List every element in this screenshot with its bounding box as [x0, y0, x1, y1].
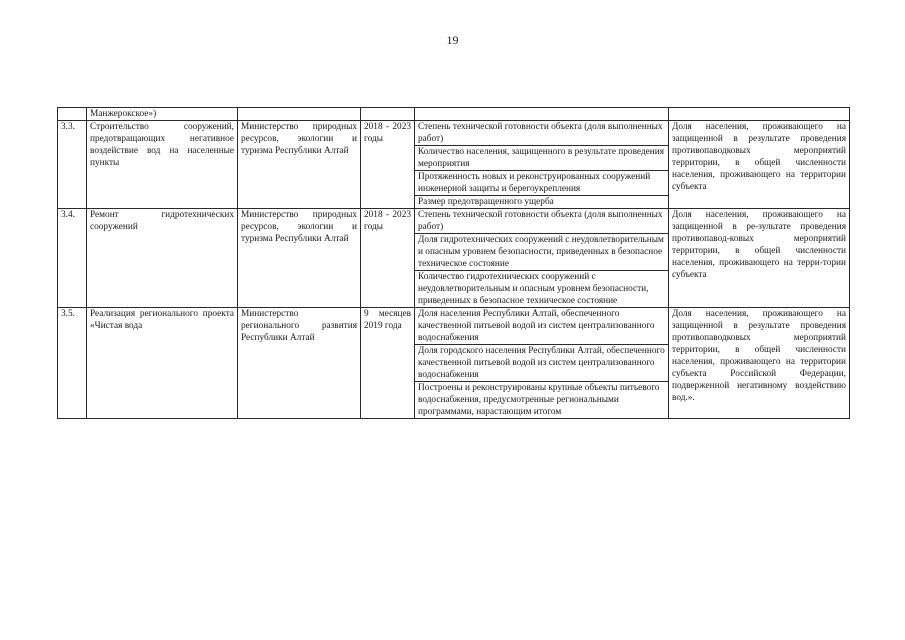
- indicator: Доля городского населения Республики Алтай, обеспеченного качественной питьевой водой из систем централизованного водоснабжения: [415, 345, 668, 382]
- cell-empty: [415, 108, 669, 121]
- indicators-cell: [415, 209, 669, 308]
- cell-empty: [669, 108, 850, 121]
- indicator: Доля населения Республики Алтай, обеспеченного качественной питьевой водой из систем централизованного водоснабжения: [415, 308, 668, 345]
- table-row: [58, 121, 850, 209]
- table-row-continuation: [58, 108, 850, 121]
- indicator: Степень технической готовности объекта (доля выполненных работ): [415, 121, 668, 146]
- executor: Министерство природных ресурсов, экологии и туризма Республики Алтай: [238, 121, 361, 209]
- target-indicator: Доля населения, проживающего на защищенной в ре-зультате проведения противопавод-ковых мероприятий территории, в общей численности населения, проживающего на терри-тории субъекта: [669, 209, 850, 308]
- indicators-cell: [415, 308, 669, 419]
- row-number: 3.4.: [58, 209, 87, 308]
- indicator: Количество гидротехнических сооружений с неудовлетворительным и опасным уровнем безопасности, приведенных в безопасное техническое состояние: [418, 272, 649, 306]
- measure-name: Строительство сооружений, предотвращающих негативное воздействие вод на населенные пункты: [87, 121, 238, 209]
- indicator: Протяженность новых и реконструированных сооружений инженерной защиты и берегоукрепления: [415, 171, 668, 196]
- indicator: Построены и реконструированы крупные объекты питьевого водоснабжения, предусмотренные региональными программами, нарастающим итогом: [418, 383, 660, 417]
- measure-name: Ремонт гидротехнических сооружений: [87, 209, 238, 308]
- page-number: 19: [446, 33, 459, 47]
- row-number: 3.5.: [58, 308, 87, 419]
- executor: Министерство природных ресурсов, экологии и туризма Республики Алтай: [238, 209, 361, 308]
- indicators-cell: [415, 121, 669, 209]
- cell-empty: [58, 108, 87, 121]
- cell-empty: [361, 108, 415, 121]
- target-indicator: Доля населения, проживающего на защищенной в результате проведения противопаводковых мероприятий территории, в общей численности населения, проживающего на территории субъекта Российской Федерации, подверженной негативному воздействию вод.».: [669, 308, 850, 419]
- period: 2018 - 2023 годы: [361, 121, 415, 209]
- measures-table: [57, 107, 850, 419]
- indicator: Размер предотвращенного ущерба: [418, 197, 554, 207]
- executor: Министерство регионального развития Республики Алтай: [238, 308, 361, 419]
- period: 2018 - 2023 годы: [361, 209, 415, 308]
- target-indicator: Доля населения, проживающего на защищенной в результате проведения противопаводковых мероприятий территории, в общей численности населения, проживающего на территории субъекта: [669, 121, 850, 209]
- row-number: 3.3.: [58, 121, 87, 209]
- period: 9 месяцев 2019 года: [361, 308, 415, 419]
- indicator: Доля гидротехнических сооружений с неудовлетворительным и опасным уровнем безопасности, приведенных в безопасное техническое состояние: [415, 234, 668, 271]
- cell-measure-continuation: Манжерокское»): [87, 108, 238, 121]
- table-row: [58, 209, 850, 308]
- indicator: Количество населения, защищенного в результате проведения мероприятия: [415, 146, 668, 171]
- indicator: Степень технической готовности объекта (доля выполненных работ): [415, 209, 668, 234]
- cell-empty: [238, 108, 361, 121]
- measure-name: Реализация регионального проекта «Чистая вода: [87, 308, 238, 419]
- table-row: [58, 308, 850, 419]
